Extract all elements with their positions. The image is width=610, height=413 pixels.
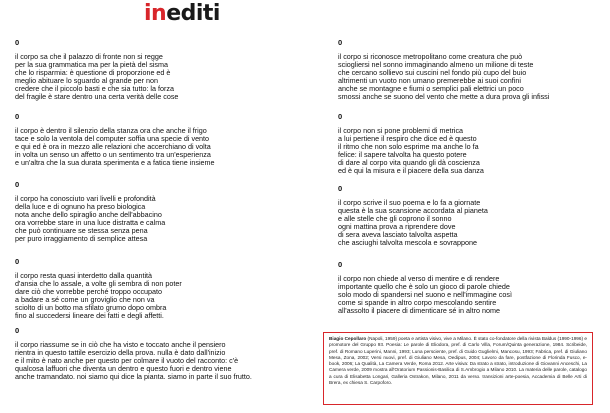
poem-line: il corpo non chiede al verso di mentire e di rendere — [338, 274, 500, 283]
poem-line: del fragile è stare dentro una certa verità delle cose — [15, 92, 179, 102]
poem-line: e qui ed è ora in mezzo alle relazioni che accerchiano di volta — [15, 142, 211, 152]
poem-lines — [15, 127, 315, 167]
author-bio-text: (Napoli, 1959) poeta e artista visivo, vive a Milano. È stato co-fondatore della rivista Baldus (1990-1996) e promotore del Gruppo 93. Poesia: Le parole di Eliodora, pref. di Carlo Villa, Forum/Quinta generazione, 1984. Scribeide, pref. di Romano Luperini, Manni, 1993; Luna persciente, pref. di Guido Guglielmi, Mancosu, 1993; Fabrica, pref. di Giuliano Mesa, Zona, 2002; Versi nuovi, pref. di Giuliano Mesa, Oedipus, 2004; Lavoro da fare, postfazione di Florinda Fusco, e-book, 2006; La Qualità, La Camera Verde, Roma 2012. Arte visiva: Da strato a strato, introduzione di Giovanni Anceschi, La Camera verde, 2009 mostra all'Oratorium Passionis-Basilica di S.Ambrogio a Milano 2010. La materia delle parole, catalogo a cura di Elisabetta Longari, Galleria Ostrakon, Milano, 2011 da verso. transizioni arte-poesia, Accademia di Belle Arti di Brera, ex chiesa S. Carpoforo. — [329, 336, 587, 386]
poem-line: il corpo scrive il suo poema e lo fa a giornate — [338, 198, 481, 207]
poem-number: 0 — [15, 180, 20, 189]
poem-line: che cercano sollievo sui cuscini nel fondo più cupo del buio — [338, 68, 527, 78]
poem-number: 0 — [338, 184, 343, 193]
poem-lines — [338, 199, 610, 248]
poem-line: il corpo non si pone problemi di metrica — [338, 126, 464, 135]
section-title — [144, 1, 220, 27]
poem-line: che lo risparmia: è questione di proporzione ed è — [15, 68, 171, 78]
poem-number: 0 — [15, 38, 20, 47]
poem-number: 0 — [338, 112, 343, 121]
poem-line: ed è qui la misura e il piacere della sua danza — [338, 166, 484, 176]
poem-line: nota anche dello spiraglio anche dell'abbacino — [15, 210, 162, 220]
poem-line: fino al succedersi lineare dei fatti e degli affetti. — [15, 311, 164, 321]
poem-line: il corpo resta quasi interdetto dalla quantità — [15, 271, 153, 280]
title-rest: editi — [166, 1, 220, 26]
poem-line: ora vorrebbe stare in una luce distratta e calma — [15, 218, 166, 228]
poem-line: d'ansia che lo assale, a volte gli sembra di non poter — [15, 279, 182, 289]
poem-line: in volta un senso un affetto o un sentimento tra un'esperienza — [15, 150, 211, 160]
poem-line: che asciughi talvolta mescola e sovrappone — [338, 238, 478, 248]
poem-line: a lui pertiene il respiro che dice ed è questo — [338, 134, 477, 144]
title-accent: in — [144, 1, 167, 26]
poem-lines — [338, 127, 610, 176]
poem-number: 0 — [15, 112, 20, 121]
poem-number: 0 — [15, 326, 20, 335]
poem-line: il corpo riassume se in ciò che ha visto e toccato anche il pensiero — [15, 340, 226, 349]
poem-line: di sera aveva lasciato talvolta aspetta — [338, 230, 458, 240]
poem-line: qualcosa laffuori che diventa un dentro e questo fuori e dentro viene — [15, 364, 232, 374]
poem-line: all'assolto il piacere di dimenticare sé in altro nome — [338, 306, 500, 316]
poem — [15, 257, 315, 321]
author-name: Biagio Cepollaro — [329, 336, 367, 341]
poem-line: per puro irraggiamento di semplice attesa — [15, 234, 148, 244]
poem-line: solo modo di spandersi nel suono e nell'immagine così — [338, 290, 512, 300]
poem-line: smossi anche se suono del vento che mette a dura prova gli infissi — [338, 92, 550, 102]
poem-line: meglio abituare lo sguardo al grande per non — [15, 76, 159, 86]
poem-line: come si spande in altro corpo mescolando sentire — [338, 298, 497, 308]
poem — [338, 184, 610, 248]
poem — [338, 260, 610, 315]
poem-line: questa è la sua scansione accordata al pianeta — [338, 206, 488, 216]
poem-lines — [338, 53, 610, 102]
poem-line: dare ciò che vorrebbe perché troppo occupato — [15, 287, 163, 297]
poem-number: 0 — [338, 38, 343, 47]
poem-line: il corpo si riconosce metropolitano come creatura che può — [338, 52, 523, 61]
poem — [15, 38, 315, 102]
poem — [15, 180, 315, 244]
poem-lines — [15, 195, 315, 244]
poem-line: a badare a sé come un groviglio che non va — [15, 295, 155, 305]
poem-line: anche tramandato. noi siamo qui dice la pianta. siamo in parte il suo frutto. — [15, 372, 252, 382]
poem-line: il corpo è dentro il silenzio della stanza ora che anche il frigo — [15, 126, 207, 135]
poem-line: credere che il piccolo basti e che sia tutto: la forza — [15, 84, 175, 94]
poem-line: sciolto di un botto ma sfilato grumo dopo ombra — [15, 303, 167, 313]
poem-line: il corpo sa che il palazzo di fronte non si regge — [15, 52, 163, 61]
poem-line: anche se montagne e fiumi o semplici pali elettrici un poco — [338, 84, 524, 94]
poem-line: il corpo ha conosciuto vari livelli e profondità — [15, 194, 156, 203]
poem-lines — [15, 272, 315, 321]
poem-number: 0 — [15, 257, 20, 266]
poem — [15, 326, 315, 381]
poem-line: per la sua grammatica ma per la pietà del sisma — [15, 60, 169, 70]
poem-line: sciogliersi nel sonno immaginando almeno un milione di teste — [338, 60, 534, 70]
poem-line: rientra in questo tattile esercizio della prova. nulla è dato dall'inizio — [15, 348, 226, 358]
poem-line: che può continuare se stessa senza pena — [15, 226, 148, 236]
poem — [338, 38, 610, 102]
poem — [338, 112, 610, 176]
poem-line: felice: il sapere talvolta ha questo potere — [338, 150, 467, 160]
poem-line: importante quello che è solo un gioco di parole chiede — [338, 282, 510, 292]
poem — [15, 112, 315, 167]
author-bio-box — [323, 332, 593, 405]
poem-line: della luce e di ognuno ha preso biologica — [15, 202, 146, 212]
poem-number: 0 — [338, 260, 343, 269]
poem-line: e il mito è nato anche per questo per colmare il vuoto del racconto: c'è — [15, 356, 239, 366]
poem-lines — [15, 53, 315, 102]
poem-line: e un'altra che la sua durata sperimenta e a fatica tiene insieme — [15, 158, 215, 168]
poem-line: il ritmo che non solo esprime ma anche lo fa — [338, 142, 479, 152]
poem-lines — [15, 341, 315, 381]
poem-line: tace e solo la ventola del computer soffia una specie di vento — [15, 134, 210, 144]
poem-line: ogni mattina prova a riprendere dove — [338, 222, 456, 232]
poem-line: e alle stelle che gli coprono il sonno — [338, 214, 452, 224]
poem-line: altrimenti un vuoto non umano premerebbe ai suoi confini — [338, 76, 521, 86]
poem-lines — [338, 275, 610, 315]
poem-line: di dare al corpo vita quando gli dà coscienza — [338, 158, 480, 168]
